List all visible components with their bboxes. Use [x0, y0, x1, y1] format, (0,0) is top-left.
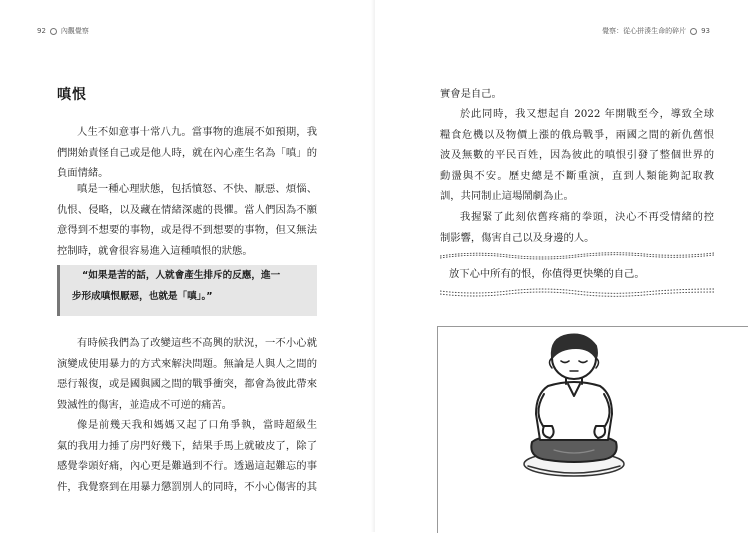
text-line: 們開始責怪自己或是他人時，就在內心產生名為「嗔」的: [57, 146, 317, 159]
left-page: [0, 0, 375, 532]
text-line: 像是前幾天我和媽媽又起了口角爭執，當時超級生: [77, 419, 317, 431]
meditating-person-illustration: [510, 330, 640, 482]
quote-box: [57, 265, 317, 316]
text-line: 毀滅性的傷害，並造成不可逆的痛苦。: [57, 398, 233, 411]
text-line: 嗔是一種心理狀態，包括憤怒、不快、厭惡、煩惱、: [77, 183, 317, 195]
text-line: 氣的我用力捶了房門好幾下，結果手馬上就破皮了，除了: [57, 439, 317, 452]
left-paragraph-4: [57, 415, 317, 497]
left-paragraph-1: [57, 122, 317, 184]
circle-ornament-icon: [690, 28, 697, 35]
text-line: 控制時，就會很容易進入這種嗔恨的狀態。: [57, 244, 253, 257]
quote-line: 步形成嗔恨厭惡，也就是「嗔」。”: [72, 291, 213, 302]
text-line: 意得到不想要的事物，或是得不到想要的事物，但又無法: [57, 224, 317, 236]
circle-ornament-icon: [50, 28, 57, 35]
right-paragraph-2: [440, 207, 714, 248]
book-title: 內觀覺察: [60, 27, 89, 35]
text-line: 惡行報復，或是國與國之間的戰爭衝突，都會為彼此帶來: [57, 378, 317, 390]
left-paragraph-3: [57, 333, 317, 415]
text-line: 仇恨、侵略，以及藏在情緒深處的畏懼。當人們因為不願: [57, 203, 317, 216]
wavy-divider-top: [440, 249, 714, 261]
text-line: 我握緊了此刻依舊疼痛的拳頭，決心不再受情緒的控: [460, 211, 714, 223]
text-line: 負面情緒。: [57, 167, 109, 179]
text-line: 人生不如意事十常八九。當事物的進展不如預期，我: [77, 126, 317, 138]
text-line: 演變成使用暴力的方式來解決問題。無論是人與人之間的: [57, 357, 317, 370]
text-line: 波及無數的平民百姓，因為彼此的嗔恨引發了整個世界的: [440, 149, 714, 161]
text-line: 件，我覺察到在用暴力懲罰別人的同時，不小心傷害的其: [57, 480, 317, 493]
handwritten-note: 放下心中所有的恨，你值得更快樂的自己。: [449, 268, 645, 280]
left-running-head: [37, 26, 89, 36]
left-paragraph-2: [57, 179, 317, 261]
right-continuation: [440, 84, 714, 105]
text-line: 於此同時，我又想起自 2022 年開戰至今，導致全球: [460, 108, 714, 120]
right-page-number: 93: [701, 27, 710, 35]
wavy-divider-bottom: [440, 286, 714, 298]
text-line: 糧食危機以及物價上漲的俄烏戰爭，兩國之間的新仇舊恨: [440, 128, 714, 141]
text-line: 訓，共同制止這場鬧劇為止。: [440, 190, 574, 202]
right-running-head: [602, 26, 710, 36]
text-line: 感覺拳頭好痛，內心更是難過到不行。透過這起難忘的事: [57, 460, 317, 472]
section-title: 嗔恨: [57, 87, 87, 103]
left-page-number: 92: [37, 27, 46, 35]
chapter-title: 覺察：從心拼湊生命的碎片: [602, 27, 687, 35]
text-line: 實會是自己。: [440, 88, 502, 100]
quote-line: “如果是苦的話，人就會產生排斥的反應，進一: [82, 270, 281, 281]
text-line: 有時候我們為了改變這些不高興的狀況，一不小心就: [77, 337, 317, 349]
text-line: 動盪與不安。歷史總是不斷重演，直到人類能夠記取教: [440, 169, 714, 182]
text-line: 制影響，傷害自己以及身邊的人。: [440, 231, 595, 244]
right-paragraph-1: [440, 104, 714, 207]
